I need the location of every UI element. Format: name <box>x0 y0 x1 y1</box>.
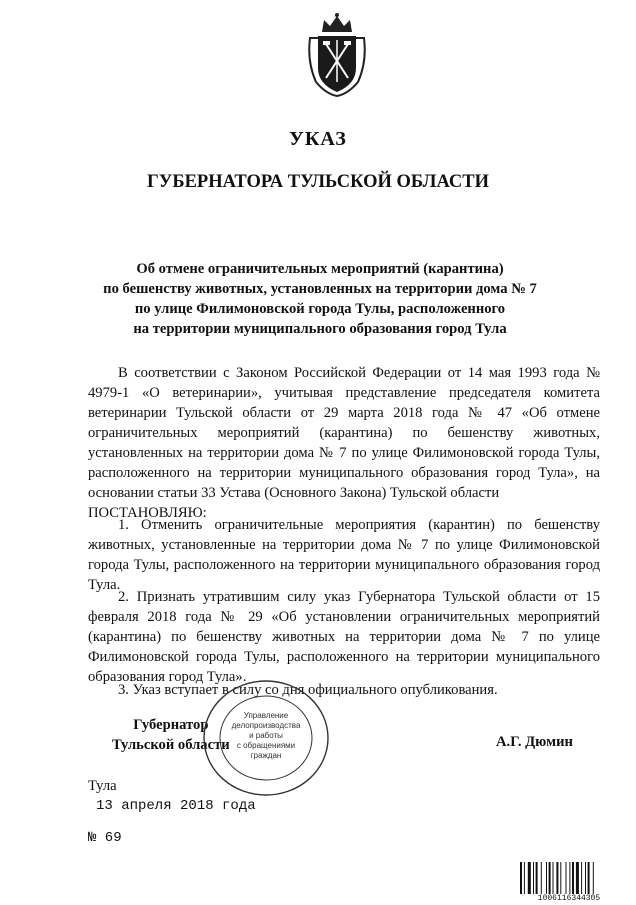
stamp-inner-line: граждан <box>250 751 282 760</box>
stamp-inner-line: делопроизводства <box>231 721 301 730</box>
barcode-bar <box>541 862 542 894</box>
barcode-bar <box>546 862 547 894</box>
preamble-text: В соответствии с Законом Российской Федерации от 14 мая 1993 года № 4979-1 «О ветеринарии», учитывая представление председателя комитета ветеринарии Тульской области от 29 марта 2018 года № 47 «Об отмене ограничительных мероприятий (карантина) по бешенству животных, установленных на территории дома № 7 по улице Филимоновской города Тулы, расположенного на территории муниципального образования город Тула», на основании статьи 33 Устава (Основного Закона) Тульской области <box>88 365 600 501</box>
barcode-bar <box>588 862 590 894</box>
decree-number: № 69 <box>88 830 122 846</box>
subject-line: по улице Филимоновской города Тулы, расположенного <box>134 301 506 317</box>
barcode-bar <box>560 862 561 894</box>
barcode-bar <box>572 862 574 894</box>
barcode-bar <box>549 862 551 894</box>
decree-word: ПОСТАНОВЛЯЮ: <box>88 505 207 521</box>
document-barcode <box>519 862 619 898</box>
barcode-bar <box>569 862 570 894</box>
barcode-bar <box>593 862 594 894</box>
barcode-digits: 1006116344305 <box>537 894 601 903</box>
barcode-bar <box>533 862 534 894</box>
stamp-inner-line: и работы <box>249 731 283 740</box>
signatory-name: А.Г. Дюмин <box>496 734 573 750</box>
decree-point-3 <box>88 680 600 700</box>
decree-subject <box>60 259 580 339</box>
decree-point-1 <box>88 515 600 595</box>
stamp-inner-line: Управление <box>243 711 289 720</box>
point-text: 1. Отменить ограничительные мероприятия (карантин) по бешенству животных, установленные на территории дома № 7 по улице Филимоновской города Тулы, расположенного на территории муниципального образования город Тула. <box>88 517 600 593</box>
point-text: 2. Признать утратившим силу указ Губернатора Тульской области от 15 февраля 2018 года № 29 «Об установлении ограничительных мероприятий (карантина) по бешенству животных на территории дома № 7 по улице Филимоновской города Тулы, расположенного на территории муниципального образования город Тула». <box>88 589 600 685</box>
barcode-bar <box>524 862 525 894</box>
signatory-title-line1: Губернатор <box>133 717 209 733</box>
barcode-bar <box>585 862 586 894</box>
place-of-signing: Тула <box>88 778 117 794</box>
tula-coat-of-arms-emblem <box>306 12 368 98</box>
decree-point-2 <box>88 587 600 687</box>
preamble <box>88 363 600 523</box>
signing-date: 13 апреля 2018 года <box>96 798 256 814</box>
issuer-title: ГУБЕРНАТОРА ТУЛЬСКОЙ ОБЛАСТИ <box>147 172 489 192</box>
barcode-bar <box>556 862 558 894</box>
subject-line: по бешенству животных, установленных на территории дома № 7 <box>103 281 537 297</box>
stamp-inner-line: с обращениями <box>236 741 296 750</box>
document-type-title: УКАЗ <box>289 128 347 150</box>
barcode-bar <box>566 862 567 894</box>
barcode-bar <box>520 862 522 894</box>
signatory-title-line2: Тульской области <box>112 737 230 753</box>
subject-line: на территории муниципального образования город Тула <box>133 321 507 337</box>
barcode-bar <box>528 862 531 894</box>
subject-line: Об отмене ограничительных мероприятий (карантина) <box>136 261 504 277</box>
barcode-bar <box>536 862 538 894</box>
official-round-stamp <box>201 678 331 798</box>
barcode-bar <box>576 862 579 894</box>
point-text: 3. Указ вступает в силу со дня официального опубликования. <box>118 682 498 698</box>
barcode-bar <box>553 862 554 894</box>
barcode-bar <box>581 862 582 894</box>
